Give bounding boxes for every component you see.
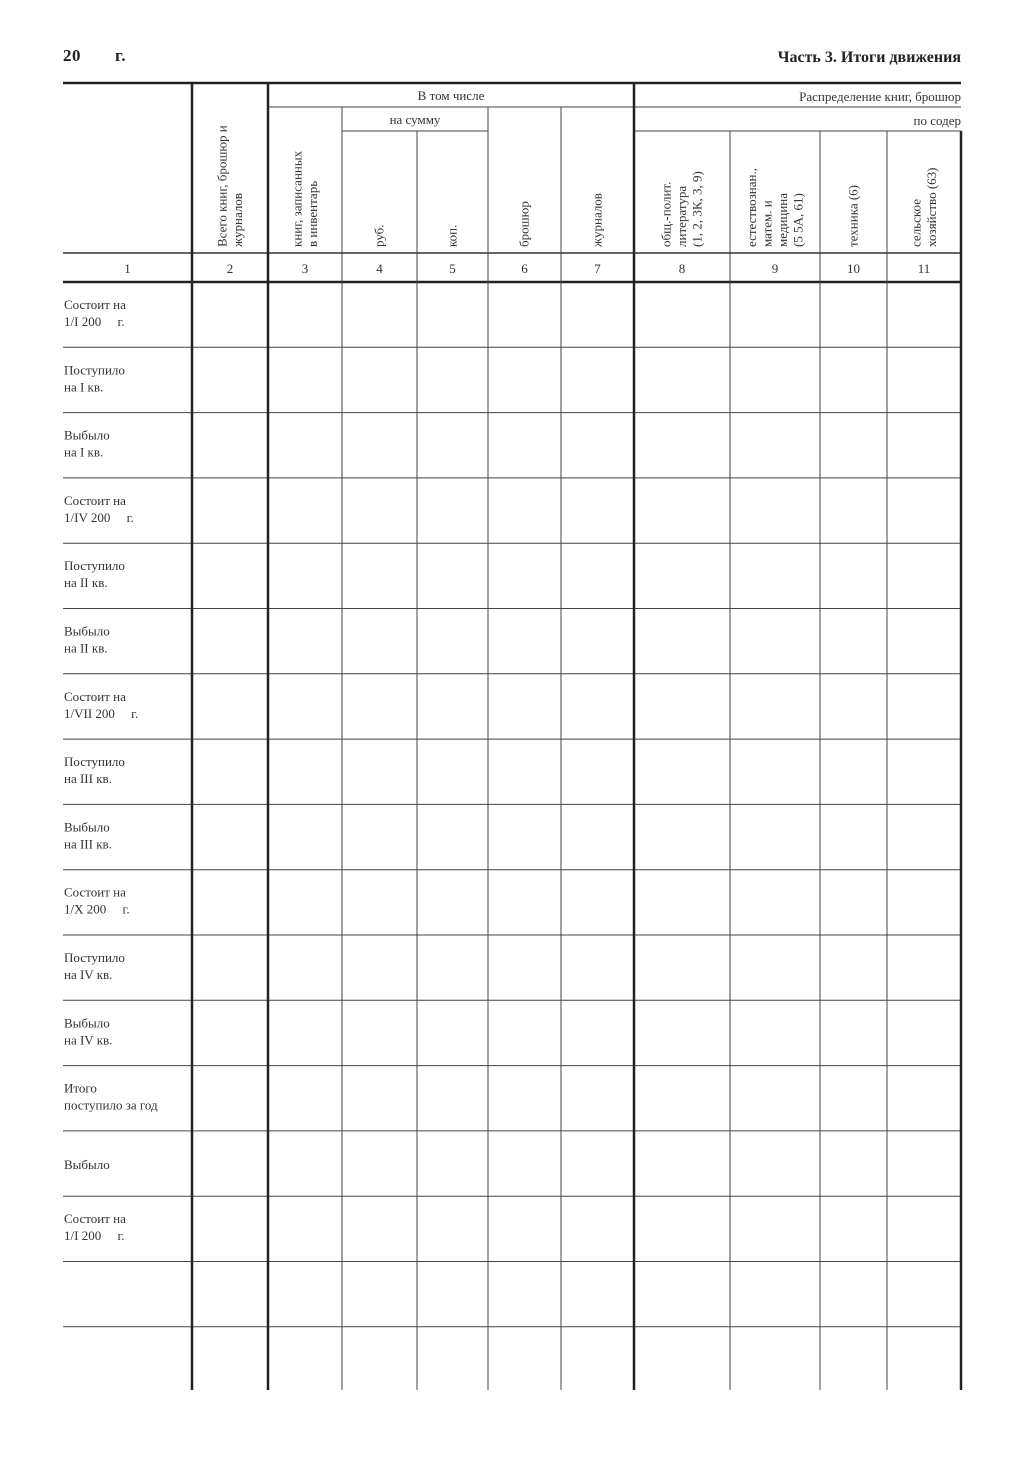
column-header-label: коп. [444, 224, 460, 247]
column-header-label: Всего книг, брошюр и [214, 125, 230, 247]
column-number: 7 [594, 261, 601, 276]
row-label: на II кв. [64, 575, 108, 591]
column-header-label: брошюр [516, 201, 532, 247]
row-label: Состоит на [64, 688, 126, 704]
row-label: 1/I 200 г. [64, 1228, 125, 1244]
column-number: 2 [226, 261, 234, 276]
row-label: на II кв. [64, 640, 108, 656]
group-header-by-content: по содер [913, 113, 961, 128]
column-number: 11 [917, 261, 931, 276]
column-number: 4 [376, 261, 383, 276]
column-header-label: техника (6) [845, 185, 861, 247]
column-header-label: журналов [589, 193, 605, 247]
column-header-label: руб. [371, 224, 387, 247]
column-header-label: журналов [229, 193, 245, 247]
part-title: Часть 3. Итоги движения [777, 49, 961, 66]
column-header-label: литература [674, 185, 689, 247]
row-label: на IV кв. [64, 1032, 113, 1048]
column-header-label: сельское [908, 199, 924, 247]
row-label: на I кв. [64, 444, 104, 460]
column-header-label: хозяйство (63) [923, 167, 939, 247]
row-label: Выбыло [64, 1015, 110, 1031]
row-label: 1/IV 200 г. [64, 509, 134, 525]
row-label: Поступило [64, 362, 125, 378]
row-label: на I кв. [64, 379, 104, 395]
row-label: Итого [64, 1080, 97, 1096]
row-label: 1/I 200 г. [64, 314, 125, 329]
row-label: Выбыло [64, 819, 110, 835]
column-number: 9 [771, 261, 779, 276]
group-header-for-sum: на сумму [389, 112, 441, 127]
row-label: Поступило [64, 558, 125, 574]
row-label: Поступило [64, 754, 125, 770]
column-header-label: книг, записанных [289, 150, 305, 247]
column-number: 6 [521, 261, 528, 276]
column-header-label: общ.-полит. [658, 181, 674, 247]
row-label: 1/X 200 г. [64, 901, 130, 917]
row-label: Выбыло [64, 1156, 110, 1172]
column-header-label: (1, 2, 3К, 3, 9) [689, 171, 705, 247]
row-label: на III кв. [64, 771, 112, 787]
column-number: 3 [301, 261, 309, 276]
group-header-distribution: Распределение книг, брошюр [799, 89, 961, 104]
row-label: Состоит на [64, 884, 126, 900]
column-number: 5 [449, 261, 456, 276]
row-label: на IV кв. [64, 967, 113, 982]
column-header-label: в инвентарь [304, 180, 320, 247]
row-label: Состоит на [64, 1211, 126, 1227]
column-header-label: матем. и [759, 200, 775, 247]
column-header-label: (5 5А, 61) [790, 193, 806, 247]
column-number: 10 [847, 261, 860, 276]
row-label: Состоит на [64, 492, 126, 508]
column-number: 1 [124, 261, 131, 276]
row-label: Поступило [64, 950, 125, 965]
column-header-label: медицина [774, 192, 790, 247]
year-suffix: г. [115, 46, 127, 65]
row-label: Выбыло [64, 427, 110, 443]
row-label: поступило за год [64, 1097, 158, 1113]
row-label: Выбыло [64, 623, 110, 639]
row-label: 1/VII 200 г. [64, 705, 139, 721]
column-number: 8 [678, 261, 686, 276]
row-label: на III кв. [64, 836, 112, 852]
row-label: Состоит на [64, 297, 126, 312]
year-prefix: 20 [63, 46, 81, 65]
group-header-in-total: В том числе [417, 88, 485, 103]
column-header-label: естествознан., [743, 168, 759, 247]
